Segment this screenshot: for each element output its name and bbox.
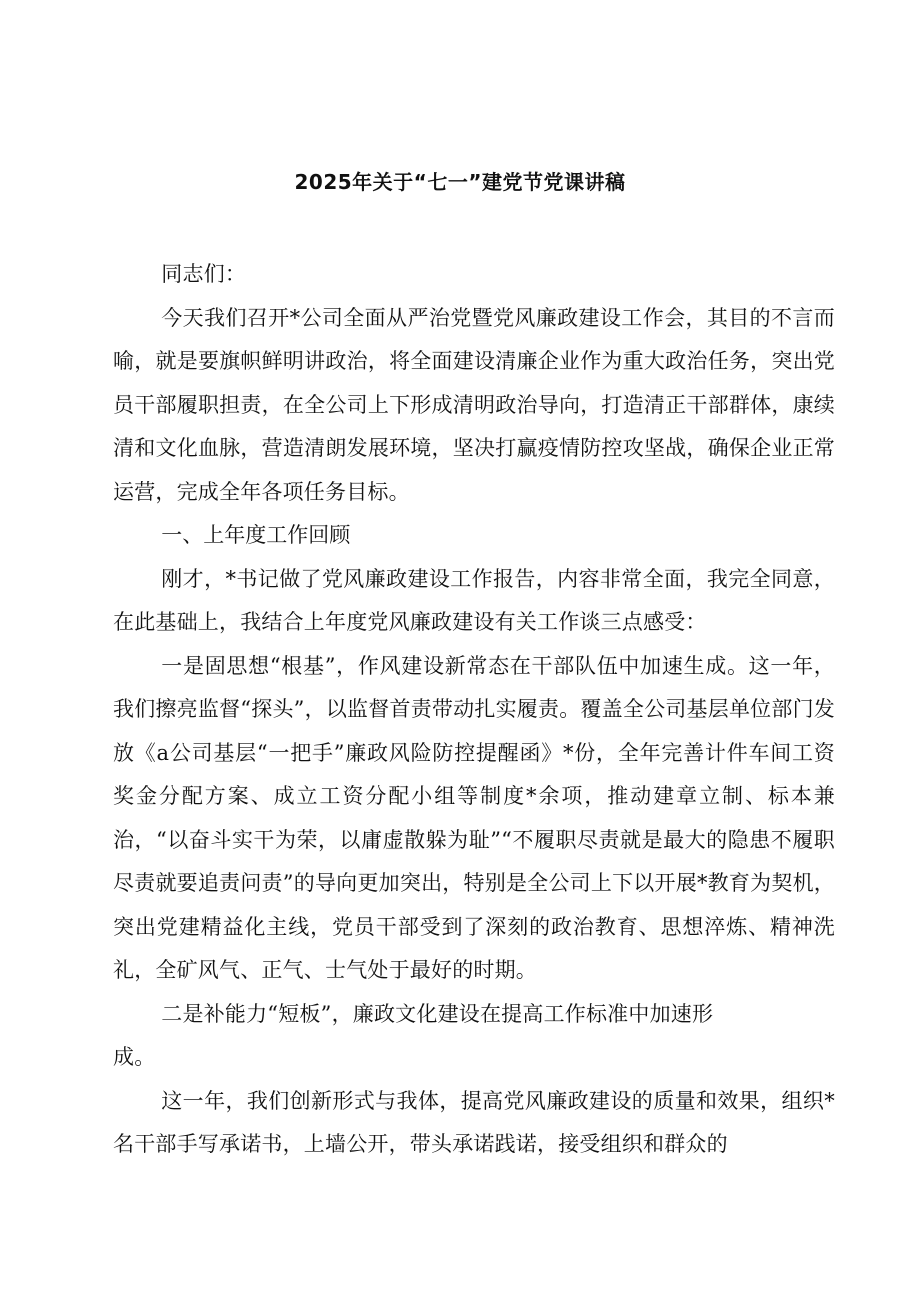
paragraph-point-two: 二是补能力“短板”，廉政文化建设在提高工作标准中加速形 [161,1001,714,1026]
section-heading: 一、上年度工作回顾 [161,523,351,547]
paragraph-this-year: 这一年，我们创新形式与我体，提高党风廉政建设的质量和效果，组织*名干部手写承诺书，上墙公开，带头承诺践诺，接受组织和群众的 [113,1088,835,1156]
paragraph-point-two-end: 成。 [113,1045,156,1069]
document-body [113,253,835,1167]
salutation: 同志们： [161,262,247,286]
paragraph-point-one: 一是固思想“根基”，作风建设新常态在干部队伍中加速生成。这一年，我们擦亮监督“探头”，以监督首责带动扎实履责。覆盖全公司基层单位部门发放《a公司基层“一把手”廉政风险防控提醒函》*份，全年完善计件车间工资奖金分配方案、成立工资分配小组等制度*余项，推动建章立制、标本兼治，“以奋斗实干为荣，以庸虚散躲为耻”“不履职尽责就是最大的隐患不履职尽责就要追责问责”的导向更加突出，特别是全公司上下以开展*教育为契机，突出党建精益化主线，党员干部受到了深刻的政治教育、思想淬炼、精神洗礼，全矿风气、正气、士气处于最好的时期。 [113,653,835,982]
paragraph-intro: 今天我们召开*公司全面从严治党暨党风廉政建设工作会，其目的不言而喻，就是要旗帜鲜明讲政治，将全面建设清廉企业作为重大政治任务，突出党员干部履职担责，在全公司上下形成清明政治导向，打造清正干部群体，康续清和文化血脉，营造清朗发展环境，坚决打赢疫情防控攻坚战，确保企业正常运营，完成全年各项任务目标。 [113,305,835,504]
paragraph-review: 刚才，*书记做了党风廉政建设工作报告，内容非常全面，我完全同意，在此基础上，我结合上年度党风廉政建设有关工作谈三点感受： [113,566,835,634]
document-title: 2025年关于“七一”建党节党课讲稿 [294,170,626,194]
